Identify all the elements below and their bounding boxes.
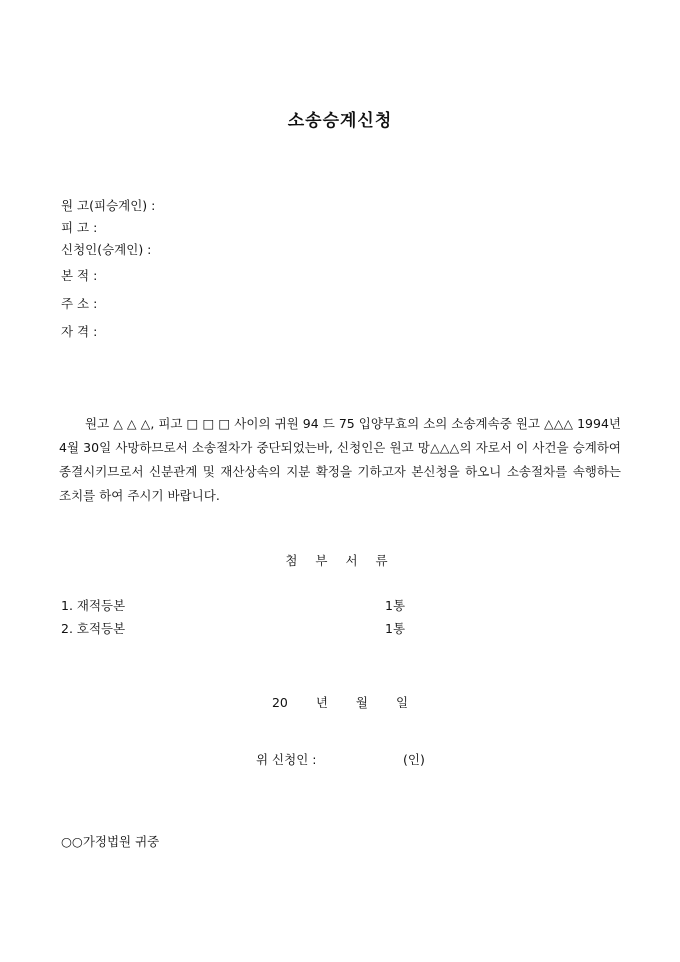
party-defendant: 피 고 : (61, 220, 98, 235)
applicant-label: 위 신청인 : (256, 752, 317, 767)
applicant-signature-line (256, 750, 425, 768)
attachment-item (61, 596, 421, 614)
body-paragraph: 원고 △ △ △, 피고 □ □ □ 사이의 귀원 94 드 75 입양무효의 소의 소송계속중 원고 △△△ 1994년 4월 30일 사망하므로서 소송절차가 중단되었는바, 신청인은 원고 망△△△의 자로서 이 사건을 승계하여 종결시키므로서 신분관계 및 재산상속의 지분 확정을 기하고자 본신청을 하오니 소송절차를 속행하는 조치를 하여 주시기 바랍니다. (59, 416, 621, 503)
attachments-title: 첨 부 서 류 (285, 553, 395, 568)
attachment-label: 1. 재적등본 (61, 598, 126, 613)
party-applicant: 신청인(승계인) : (61, 242, 152, 257)
party-plaintiff: 원 고(피승계인) : (61, 198, 156, 213)
party-address: 주 소 : (61, 296, 98, 311)
attachment-item (61, 619, 421, 637)
court-addressee: ○○가정법원 귀중 (61, 834, 160, 849)
party-qualification: 자 격 : (61, 324, 98, 339)
seal-mark: (인) (403, 752, 425, 767)
party-domicile: 본 적 : (61, 268, 98, 283)
date-line: 20 년 월 일 (271, 695, 409, 710)
attachment-count: 1통 (385, 598, 406, 613)
application-body (59, 412, 621, 508)
document-title: 소송승계신청 (287, 111, 393, 131)
attachment-label: 2. 호적등본 (61, 621, 126, 636)
attachment-count: 1통 (385, 621, 406, 636)
